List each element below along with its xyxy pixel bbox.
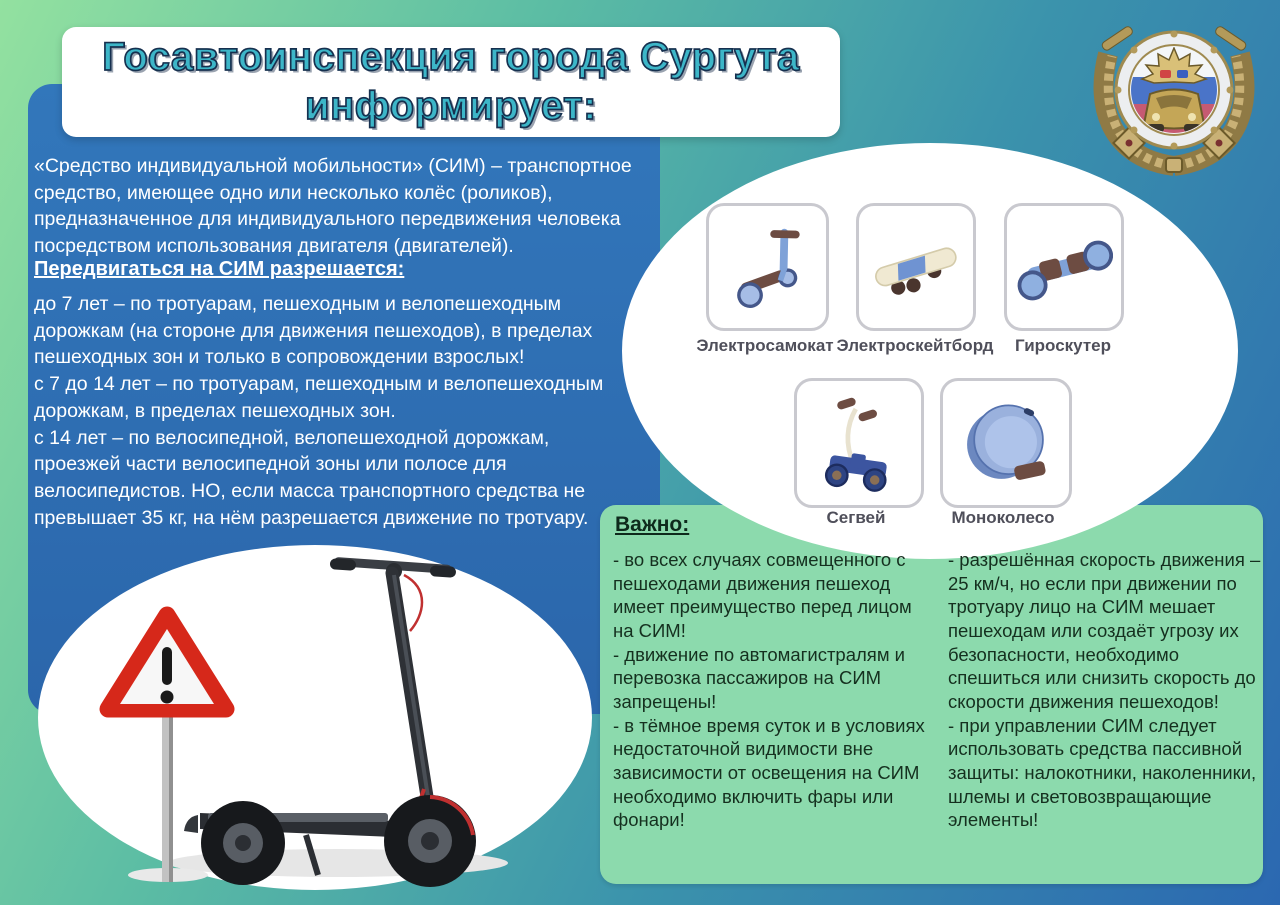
- page-title-line2: информирует:: [305, 84, 597, 128]
- sim-definition-text: «Средство индивидуальной мобильности» (СИМ) – транспортное средство, имеющее одно или несколько колёс (роликов), предназначенное для индивидуального передвижения человека посредством использования двигателя (двигателей).: [34, 155, 632, 258]
- important-heading: Важно:: [615, 513, 690, 536]
- device-card-electric-skateboard: [856, 203, 976, 331]
- rule-14-plus: с 14 лет – по велосипедной, велопешеходной дорожкам, проезжей части велосипедной зоны или полосе для велосипедистов. НО, если масса транспортного средства не превышает 35 кг, на нём разрешается движение по тротуару.: [34, 426, 589, 529]
- important-bullet-protective-gear: - при управлении СИМ следует использовать средства пассивной защиты: налокотники, наколенники, шлемы и световозвращающие элементы!: [948, 714, 1257, 831]
- device-label-monowheel: Моноколесо: [951, 508, 1055, 527]
- device-card-electric-scooter: [706, 203, 829, 331]
- device-label-segway: Сегвей: [826, 508, 886, 527]
- traffic-police-emblem-icon: [1078, 8, 1270, 176]
- important-bullet-speed-limit: - разрешённая скорость движения – 25 км/ч, но если при движении по тротуару лицо на СИМ мешает пешеходам или создаёт угрозу их безопасности, необходимо спешиться или снизить скорость до скорости движения пешеходов!: [948, 549, 1261, 713]
- page-title-line1: Госавтоинспекция города Сургута: [102, 35, 800, 80]
- permitted-heading: Передвигаться на СИМ разрешается:: [34, 258, 405, 280]
- electric-scooter-icon: [717, 215, 818, 320]
- important-bullet-lights-at-night: - в тёмное время суток и в условиях недостаточной видимости вне зависимости от освещения на СИМ необходимо включить фары или фонари!: [613, 714, 925, 831]
- device-card-monowheel: [940, 378, 1072, 508]
- device-label-hoverboard: Гироскутер: [1015, 336, 1111, 355]
- rule-under-7: до 7 лет – по тротуарам, пешеходным и велопешеходным дорожкам (на стороне для движения пешеходов), в пределах пешеходных зон и только в сопровождении взрослых!: [34, 293, 593, 369]
- electric-skateboard-icon: [867, 215, 965, 320]
- hoverboard-icon: [1015, 215, 1113, 320]
- important-column-1: [613, 548, 937, 832]
- important-bullet-pedestrian-priority: - во всех случаях совмещенного с пешеходами движения пешеход имеет преимущество перед лицом на СИМ!: [613, 549, 912, 642]
- rule-7-to-14: с 7 до 14 лет – по тротуарам, пешеходным и велопешеходным дорожкам, в пределах пешеходных зон.: [34, 373, 604, 422]
- important-column-2: [948, 548, 1264, 832]
- segway-icon: [806, 390, 913, 497]
- age-rules-text: [34, 291, 626, 531]
- electric-scooter-photo: [184, 557, 476, 887]
- device-card-segway: [794, 378, 924, 508]
- important-bullet-highways-forbidden: - движение по автомагистралям и перевозка пассажиров на СИМ запрещены!: [613, 643, 906, 713]
- device-card-hoverboard: [1004, 203, 1124, 331]
- scooter-photo-illustration: [38, 545, 592, 890]
- title-box: [62, 27, 840, 137]
- warning-triangle-icon: [108, 615, 226, 709]
- device-label-electric-skateboard: Электроскейтборд: [836, 336, 994, 355]
- device-label-electric-scooter: Электросамокат: [696, 336, 834, 355]
- monowheel-icon: [952, 390, 1060, 497]
